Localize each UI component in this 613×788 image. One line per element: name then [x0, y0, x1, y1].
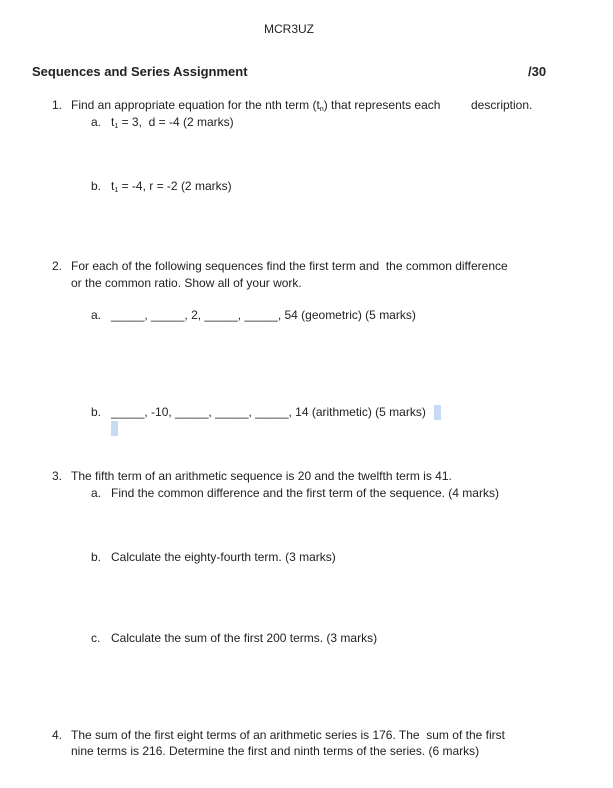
question-1b-label: b. [91, 179, 102, 193]
text-selection-highlight-next-line [111, 421, 118, 436]
question-1a-label: a. [91, 115, 102, 129]
question-3b-label: b. [91, 550, 102, 564]
text-selection-highlight [434, 405, 441, 420]
question-2-line-2: or the common ratio. Show all of your work. [71, 276, 302, 290]
question-3c-text: Calculate the sum of the first 200 terms. (3 marks) [111, 631, 378, 645]
question-1-text-mid: ) that represents each [323, 98, 441, 112]
question-1-subscript: n [319, 106, 324, 113]
question-3-line-1: The fifth term of an arithmetic sequence is 20 and the twelfth term is 41. [71, 469, 452, 483]
question-3a-text: Find the common difference and the first term of the sequence. (4 marks) [111, 486, 499, 500]
question-1b-text [111, 179, 232, 194]
question-2-number: 2. [52, 259, 63, 273]
question-4-number: 4. [52, 728, 63, 742]
question-3b-text: Calculate the eighty-fourth term. (3 marks) [111, 550, 336, 564]
question-2a-label: a. [91, 308, 102, 322]
question-3c-label: c. [91, 631, 101, 645]
question-1b-rest: = -4, r = -2 (2 marks) [118, 179, 232, 193]
question-1a-subscript: 1 [114, 123, 119, 130]
question-1-text [71, 98, 440, 113]
total-marks: /30 [528, 64, 547, 79]
page-title: Sequences and Series Assignment [32, 64, 248, 79]
question-2b-label: b. [91, 405, 102, 419]
question-1a-rest: = 3, d = -4 (2 marks) [118, 115, 234, 129]
question-1a-t: t [111, 115, 115, 129]
question-4-line-2: nine terms is 216. Determine the first and ninth terms of the series. (6 marks) [71, 744, 480, 758]
question-1-number: 1. [52, 98, 63, 112]
question-1b-t: t [111, 179, 115, 193]
question-3a-label: a. [91, 486, 102, 500]
question-3-number: 3. [52, 469, 63, 483]
question-2b-text: _____, -10, _____, _____, _____, 14 (arithmetic) (5 marks) [111, 405, 426, 419]
course-code: MCR3UZ [264, 22, 314, 36]
question-1-text-prefix: Find an appropriate equation for the nth term (t [71, 98, 320, 112]
question-2a-text: _____, _____, 2, _____, _____, 54 (geometric) (5 marks) [111, 308, 416, 322]
question-1b-subscript: 1 [114, 187, 119, 194]
question-2-line-1: For each of the following sequences find the first term and the common difference [71, 259, 508, 273]
question-4-line-1: The sum of the first eight terms of an arithmetic series is 176. The sum of the first [71, 728, 505, 742]
question-1-text-end: description. [471, 98, 533, 112]
question-1a-text [111, 115, 234, 130]
